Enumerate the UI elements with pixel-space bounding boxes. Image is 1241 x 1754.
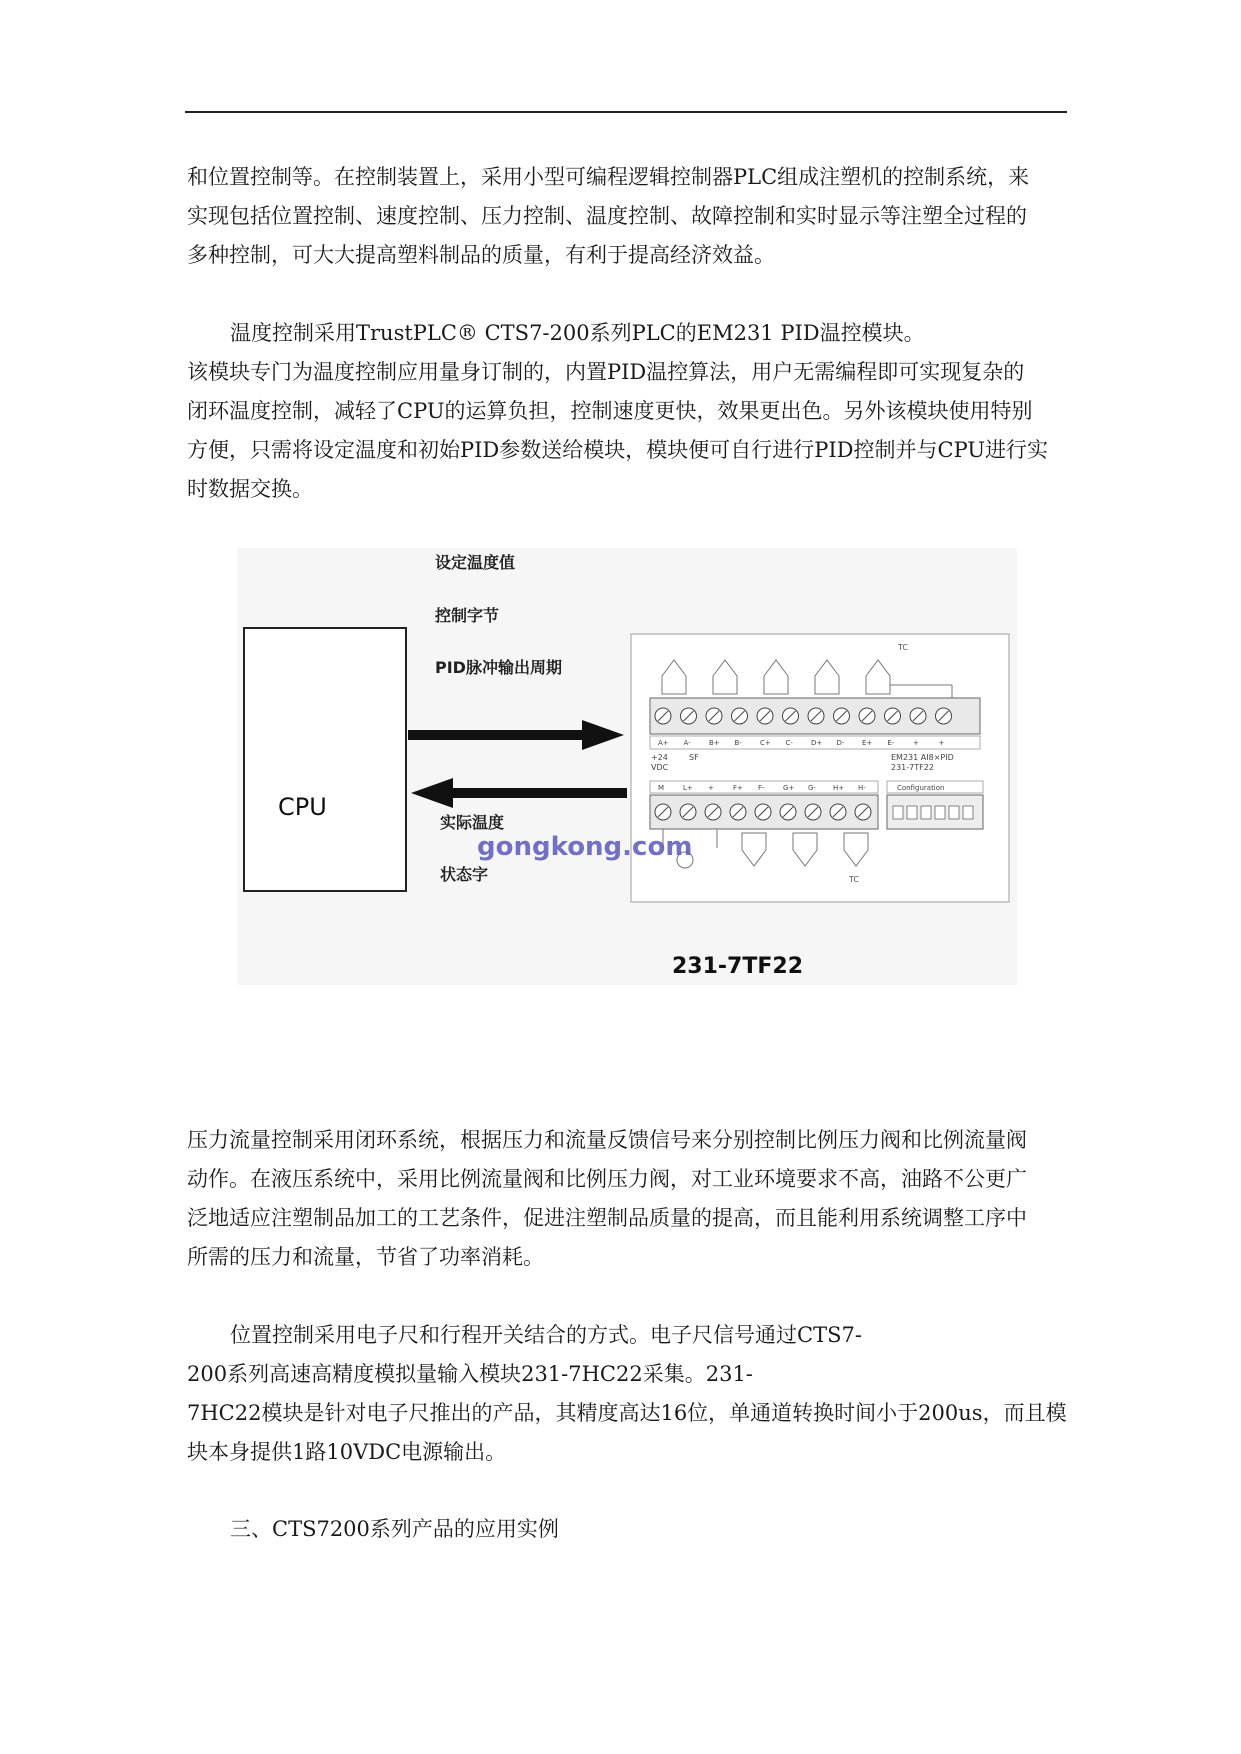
header-rule [185,111,1067,113]
terminal-label: E- [887,739,895,747]
terminal-label: + [938,739,945,747]
text-line: 动作。在液压系统中，采用比例流量阀和比例压力阀，对工业环境要求不高，油路不公更广 [187,1167,1027,1191]
paragraph-1 [187,158,1067,275]
label-24v: +24 [651,753,668,762]
label-model-1: EM231 AI8×PID [891,753,954,762]
terminal-label: C+ [760,739,771,747]
text-line: 时数据交换。 [187,477,313,501]
text-line: 实现包括位置控制、速度控制、压力控制、温度控制、故障控制和实时显示等注塑全过程的 [187,204,1027,228]
text-line: 泛地适应注塑制品加工的工艺条件，促进注塑制品质量的提高，而且能利用系统调整工序中 [187,1206,1027,1230]
text-line: 所需的压力和流量，节省了功率消耗。 [187,1245,544,1269]
paragraph-4 [187,1316,1067,1472]
label-pid-period: PID脉冲输出周期 [435,658,562,677]
text-line: 多种控制，可大大提高塑料制品的质量，有利于提高经济效益。 [187,243,775,267]
terminal-label: G+ [783,784,795,792]
figure-diagram [237,548,1017,985]
terminal-label: E+ [862,739,873,747]
terminal-label: M [658,784,665,792]
text-line: 方便，只需将设定温度和初始PID参数送给模块，模块便可自行进行PID控制并与CPU进行实 [187,438,1049,462]
terminal-label: F- [758,784,765,792]
tc-label-bottom: TC [849,875,860,884]
label-model-2: 231-7TF22 [891,763,934,772]
terminal-label: B+ [709,739,720,747]
bottom-screws [655,804,871,820]
text-line: 压力流量控制采用闭环系统，根据压力和流量反馈信号来分别控制比例压力阀和比例流量阀 [187,1128,1027,1152]
diagram-svg [237,548,1017,985]
bottom-terminal-labels [658,784,866,792]
cpu-box [244,628,406,891]
paragraph-5 [187,1510,1067,1549]
text-line: 闭环温度控制，减轻了CPU的运算负担，控制速度更快，效果更出色。另外该模块使用特别 [187,399,1033,423]
text-line: 该模块专门为温度控制应用量身订制的，内置PID温控算法，用户无需编程即可实现复杂的 [187,360,1025,384]
section-heading: 三、CTS7200系列产品的应用实例 [230,1517,559,1541]
text-line: 温度控制采用TrustPLC® CTS7-200系列PLC的EM231 PID温控模块。 [230,321,925,345]
terminal-label: D+ [811,739,823,747]
text-line: 200系列高速高精度模拟量输入模块231-7HC22采集。231- [187,1362,753,1386]
terminal-label: B- [734,739,742,747]
terminal-label: + [708,784,714,792]
terminal-label: L+ [683,784,693,792]
terminal-label: A+ [658,739,669,747]
paragraph-3 [187,1121,1067,1277]
terminal-label: G- [808,784,816,792]
terminal-label: H- [858,784,866,792]
label-status-word: 状态字 [440,865,489,884]
cpu-label: CPU [278,793,327,821]
label-vdc: VDC [651,763,669,772]
label-actual-temp: 实际温度 [440,813,505,832]
label-setpoint: 设定温度值 [435,553,516,572]
terminal-label: D- [836,739,845,747]
watermark: gongkong.com [477,832,693,862]
module-caption: 231-7TF22 [672,954,804,979]
text-line: 位置控制采用电子尺和行程开关结合的方式。电子尺信号通过CTS7- [230,1323,862,1347]
terminal-label: H+ [833,784,845,792]
text-line: 7HC22模块是针对电子尺推出的产品，其精度高达16位，单通道转换时间小于200us，而且模 [187,1401,1067,1425]
terminal-label: F+ [733,784,743,792]
config-label: Configuration [897,784,945,792]
paragraph-2 [187,314,1067,509]
label-sf: SF [689,753,699,762]
text-line: 和位置控制等。在控制装置上，采用小型可编程逻辑控制器PLC组成注塑机的控制系统，来 [187,165,1030,189]
terminal-label: A- [683,739,691,747]
label-control-byte: 控制字节 [435,606,500,625]
tc-label-top: TC [898,643,909,652]
text-line: 块本身提供1路10VDC电源输出。 [187,1440,507,1464]
terminal-label: C- [785,739,793,747]
terminal-label: + [913,739,919,747]
